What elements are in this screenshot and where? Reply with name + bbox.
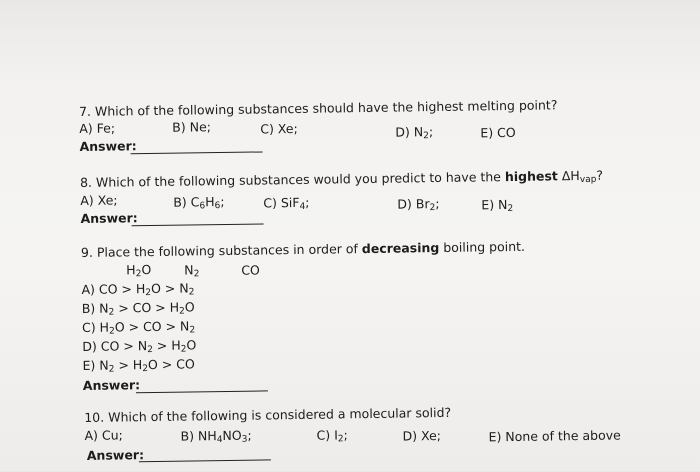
q9-choice-a: A) CO > $H_2O > N_2$ [81,280,195,299]
q7-option-a: A) Fe; [79,120,116,137]
q8-option-d: D) $Br_2$; [397,195,440,214]
q10-option-c: C) $I_2$; [316,427,348,445]
q8-option-e: E) $N_2$ [481,197,514,215]
q9-answer-label: Answer: [82,377,141,393]
q9-item-n2: $N_2$ [184,262,200,280]
q7-answer-line[interactable] [131,151,263,154]
q7-prompt: 7. Which of the following substances should have the highest melting point? [78,97,558,120]
q10-answer-line[interactable] [139,459,271,462]
q10-prompt: 10. Which of the following is considered a molecular solid? [84,404,452,425]
q8-option-b: B) $C_6H_6$; [173,193,225,212]
q7-option-e: E) CO [480,124,516,141]
q10-option-e: E) None of the above [488,427,621,445]
q8-answer-line[interactable] [132,223,264,226]
q8-answer-label: Answer: [80,210,138,227]
q7-option-b: B) Ne; [172,119,212,135]
q8-option-c: C) SiF$_4$; [263,194,310,212]
q7-answer-label: Answer: [79,138,137,155]
q10-option-a: A) Cu; [84,427,123,443]
q9-choice-d: D) CO > $N_2 > H_2O$ [82,337,197,356]
q8-prompt: 8. Which of the following substances would you predict to have the highest $\Delta H_{vap}$? [79,167,604,191]
show-through-text [294,377,298,391]
q9-prompt: 9. Place the following substances in order of decreasing boiling point. [80,238,526,260]
q7-option-c: C) Xe; [260,120,298,137]
q7-option-d: D) $N_2$; [395,124,434,142]
q10-option-d: D) Xe; [402,427,442,444]
q9-item-h2o: $H_2O$ [126,262,152,280]
q9-choice-e: E) $N_2 > H_2O$ > CO [82,356,195,375]
q10-answer-label: Answer: [86,447,145,463]
q8-option-a: A) Xe; [80,192,118,209]
q9-answer-line[interactable] [136,390,268,393]
q9-item-co: CO [241,262,260,278]
q9-choice-c: C) $H_2O$ > CO > $N_2$ [81,318,196,337]
q9-choice-b: B) $N_2$ > CO > $H_2O$ [81,299,195,318]
q10-option-b: B) $NH_4NO_3$; [180,427,252,446]
